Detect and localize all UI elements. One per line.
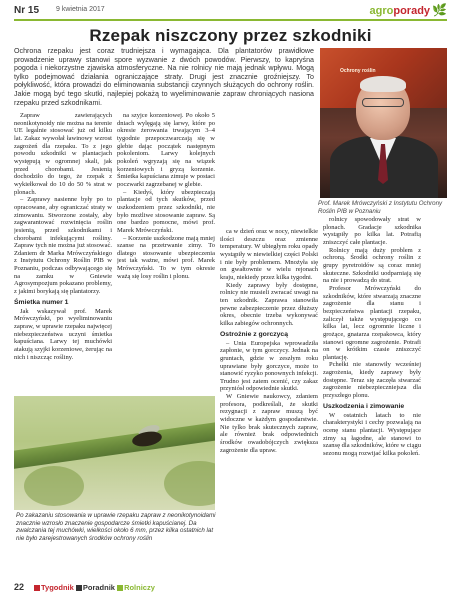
issue-number: Nr 15 (14, 5, 40, 16)
insect-photo (14, 396, 215, 510)
photo-hair (360, 76, 406, 92)
paragraph: ca w dzień oraz w nocy, niewielkie ilości deszczu oraz zmienne temperatury. W ubiegłym roku opady wystąpiły w niewielkiej części Polski i nie były problemem. Mnożyła się on gwałtownie w wielu rejonach kraju, niekiedy przez kilka tygodni. (220, 228, 318, 281)
article-column-1 (14, 112, 112, 393)
logo-text-porady: porady (393, 5, 431, 17)
paragraph: Profesor Mrówczyński do szkodników, które stwarzają znaczne zagrożenie dla stanu i bezpieczeństwa plantacji rzepaku, zaliczył także występującego co kilka lat, lecz ogromnie liczne i grożące, gnatarza rzepakowca, który stanowi ogromne zagrożenie. Potrafi on w krótkim czasie zniszczyć plantację. (323, 284, 421, 361)
paragraph: – Zaprawy nasienne były po to opracowane, aby ograniczać straty w zimowaniu. Stworzone zostały, aby zagwarantować rozwinięcia roślin jesienią, przed szkodnikami i chorobami infekującymi rośliny. Zapraw tych nie można już stosować. Zdaniem dr Marka Mrówczyńskiego z Instytutu Ochrony Roślin PIB w Poznaniu, podczas odbywającego się na zamku w Gniewie Agrosympozjum pokazano problemy, z jakimi borykają się plantatorzy. (14, 196, 112, 296)
paragraph: – Unia Europejska wprowadziła zapłonie, w tym gorczycy. Jednak na gruntach, gdzie w zeszłym roku uprawiane były gorczyce, może to stanowić ryzyko ponownych infekcji. Trudno jest zatem ocenić, czy zakaz przyniósł odpowiednie skutki. (220, 339, 318, 393)
paragraph: rolnicy spowodowały strat w plonach. Gradacje szkodnika wystąpiły po kilka lat. Potrafią zniszczyć całe plantacje. (323, 216, 421, 246)
page-number: 22 (14, 582, 25, 592)
paragraph: – Kiedyś, który ubezpieczają plantacje od tych skutków, przed uszkodzeniem przez szkodniki, nie było możliwe stosowanie zapraw. Są one bardzo pomocne, mówi prof. Marek Mrówczyński. (117, 188, 215, 234)
paragraph: – Korzenie uszkodzone mają mniej szanse na przetrwanie zimy. To dlatego stosowanie ubezpieczenia jest tak ważne, mówi prof. Marek Mrówczyński. To w tym okresie ważą się losy roślin i plonu. (117, 234, 215, 280)
paragraph: Jak wskazywał prof. Marek Mrówczyński, po wyeliminowaniu zapraw, w uprawie rzepaku najwięcej niebezpieczeństwa uczyni śmietka kapuściana. Larwy tej muchówki atakują szyjki korzeniowe, żerując na nich i niszcząc rośliny. (14, 307, 112, 361)
leaf-icon: 🌿 (432, 3, 447, 17)
section-heading: Śmietka numer 1 (14, 298, 69, 306)
portrait-photo (320, 48, 447, 198)
article-column-2 (117, 112, 215, 393)
section-heading: Ostrożnie z gorczycą (220, 330, 288, 338)
photo-foliage (164, 461, 215, 506)
header-rule (14, 19, 447, 21)
photo-banner-text: Ochrony roślin (340, 68, 376, 74)
brand-square-icon (34, 585, 40, 591)
paragraph: Zapraw zawierających neonikotynoidy nie można na terenie UE legalnie stosować już od kilku lat. Zakaz wywołał ławinowy wzrost zagrożeń dla rzepaku. To z jego powodu szkodniki w plantacjach występują w ogromnej skali, jak przed chorobami. Jesienią dochodziło do tego, że rzepak z wykiełkował do 10 do 50 % strat w plonach. (14, 112, 112, 196)
photo-foliage (24, 466, 84, 506)
paragraph: Kiedy zaprawy były dostępne, rolnicy nie musieli zwracać uwagi na ten szkodnik. Zaprawa stanowiła pewne zabezpieczenie przez dłuższy okres, obecnie trzeba wykonywać kilka zabiegów ochronnych. (220, 281, 318, 327)
page-footer (14, 580, 447, 596)
logo-text-agro: agro (369, 5, 394, 17)
page-header (14, 0, 447, 20)
portrait-caption: Prof. Marek Mrówczyński z Instytutu Ochrony Roślin PIB w Poznaniu (318, 200, 443, 215)
article-lead: Ochrona rzepaku jest coraz trudniejsza i wymagająca. Dla plantatorów prawidłowe prowadzenie uprawy stanowi spore wyzwanie z dwóch powodów. Pierwszy, to kapryśna pogoda i niekorzystne zjawiska atmosferyczne. Na nie rolnicy nie mają jednak wpływu. Mogą tylko podejmować działania ograniczające straty. Drugi jest znacznie groźniejszy. To połykliwość, która prowadzi do eliminowania substancji czynnych służących do ochrony roślin. Jakie mogą być tego skutki, najlepiej pokażą to wyeliminowanie zapraw chroniących nasiona rzepaku przed szkodnikami. (14, 47, 314, 107)
photo-glasses (362, 98, 404, 107)
brand-word-2: Poradnik (82, 583, 115, 592)
paragraph: Pchełki nie stanowiły wcześniej zagrożenia, kiedy zaprawy były dostępne. Teraz się zaczęła stwarzać zagrożenie niebezpieczniejsza dla przyszłego plonu. (323, 361, 421, 400)
brand-word-1: Tygodnik (41, 583, 74, 592)
brand-square-icon (76, 585, 82, 591)
article-column-3 (220, 228, 318, 578)
paragraph: na szyjce korzeniowej. Po około 5 dniach wylęgają się larwy, które po okresie żerowania trwającym 3–4 tygodnie przepoczwarczają się w glebie dając początek następnym pokoleniom. Larwy kolejnych pokoleń wgryzają się na wiązek korzeniowych i gryzą korzenie. Śmietka kapuściana zimuje w postaci poczwarki zagrzebanej w glebie. (117, 112, 215, 188)
brand-square-icon (117, 585, 123, 591)
section-heading: Uszkodzenia i zimowanie (323, 402, 405, 410)
article-title: Rzepak niszczony przez szkodniki (89, 26, 372, 45)
brand-word-3: Rolniczy (124, 583, 155, 592)
paragraph: W ostatnich latach to nie charakterystyki i cechy pozwalają na ocenę stanu plantacji. Występujące zimy są łagodne, ale stanowi to szansę dla szkodników, które w ciągu sezonu mogą rozwijać kilka pokoleń. (323, 411, 421, 458)
footer-brand (34, 583, 155, 592)
paragraph: W Gniewie naukowcy, zdaniem profesora, podkreślali, że skutki rezygnacji z zapraw muszą być widoczne w każdym gospodarstwie. Nie tylko brak skutecznych zapraw, ale również brak odpowiednich środków owadobójczych zwiększa zagrożenie dla upraw. (220, 393, 318, 454)
insect-caption: Po zakazaniu stosowania w uprawie rzepaku zapraw z neonikotynoidami znacznie wzrosło znaczenie gospodarcze śmietki kapuścianej. Da zwalczania tej muchówki, wielkości około 6 mm, przez kilka ostatnich lat nie było zarejestrowanych środków ochrony roślin (16, 512, 216, 542)
agroporady-logo (370, 3, 447, 17)
paragraph: Rolnicy mają duży problem z ochroną. Środki ochrony roślin z grupy pyretroidów są coraz mniej skuteczne. Szkodniki uodparniają się na nie i prowadzą do strat. (323, 246, 421, 285)
issue-date: 9 kwietnia 2017 (56, 6, 105, 13)
article-column-4 (323, 216, 421, 578)
